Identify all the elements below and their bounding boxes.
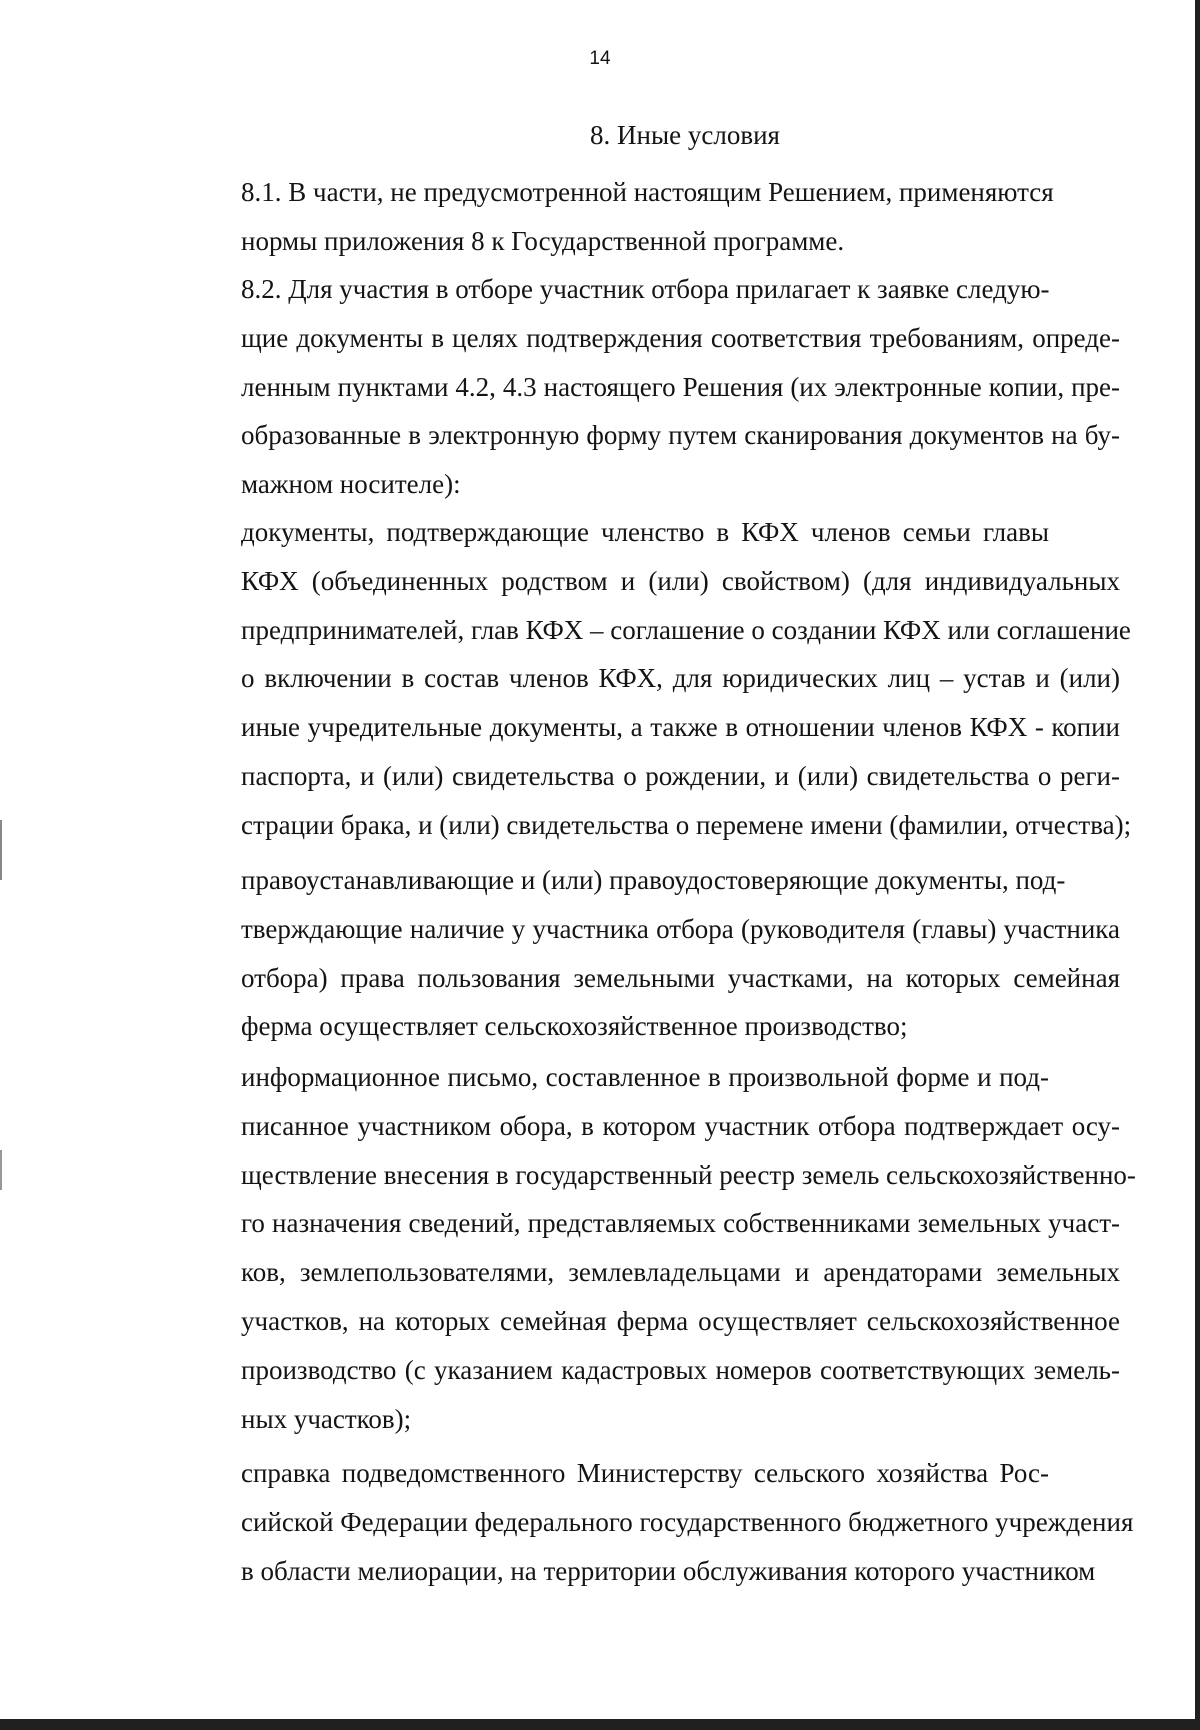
text-line: образованные в электронную форму путем сканирования документов на бу-	[241, 420, 1120, 451]
paragraph-8-2	[170, 265, 1120, 509]
text-line: ленным пунктами 4.2, 4.3 настоящего Решения (их электронные копии, пре-	[241, 371, 1120, 402]
text-line: участков, на которых семейная ферма осуществляет сельскохозяйственное	[241, 1305, 1120, 1336]
paragraph-8-1	[170, 168, 1120, 266]
scan-right-border	[1195, 0, 1200, 1730]
text-line: сийской Федерации федерального государственного бюджетного учреждения	[241, 1506, 1134, 1537]
text-line: мажном носителе):	[241, 469, 461, 500]
paragraph-land-rights	[170, 856, 1120, 1051]
scan-bottom-border	[0, 1719, 1200, 1730]
text-line: отбора) права пользования земельными участками, на которых семейная	[241, 962, 1120, 993]
paragraph-melioration	[170, 1449, 1134, 1595]
text-line: производство (с указанием кадастровых номеров соответствующих земель-	[241, 1354, 1120, 1385]
text-line: документы, подтверждающие членство в КФХ членов семьи главы	[241, 517, 1049, 547]
text-line: го назначения сведений, представляемых собственниками земельных участ-	[241, 1208, 1120, 1239]
text-line: предпринимателей, глав КФХ – соглашение о создании КФХ или соглашение	[241, 614, 1131, 645]
paragraph-info-letter	[170, 1053, 1136, 1443]
text-line: КФХ (объединенных родством и (или) свойством) (для индивидуальных	[241, 565, 1120, 596]
text-line: в области мелиорации, на территории обслуживания которого участником	[241, 1555, 1096, 1586]
text-line: тверждающие наличие у участника отбора (руководителя (главы) участника	[241, 913, 1120, 944]
text-line: паспорта, и (или) свидетельства о рождении, и (или) свидетельства о реги-	[241, 760, 1120, 791]
text-line: ществление внесения в государственный реестр земель сельскохозяйственно-	[241, 1159, 1136, 1190]
text-line: нормы приложения 8 к Государственной программе.	[241, 225, 845, 256]
page-number: 14	[589, 48, 611, 69]
text-line: писанное участником обора, в котором участник отбора подтверждает осу-	[241, 1110, 1120, 1141]
text-line: иные учредительные документы, а также в отношении членов КФХ - копии	[241, 712, 1120, 743]
scan-left-mark-2	[0, 1150, 2, 1190]
text-line: 8.2. Для участия в отборе участник отбора прилагает к заявке следую-	[241, 274, 1050, 304]
text-line: информационное письмо, составленное в произвольной форме и под-	[241, 1062, 1049, 1092]
paragraph-kfh-documents	[170, 508, 1132, 850]
text-line: ных участков);	[241, 1403, 412, 1434]
text-line: страции брака, и (или) свидетельства о перемене имени (фамилии, отчества);	[241, 809, 1132, 840]
text-line: справка подведомственного Министерству сельского хозяйства Рос-	[241, 1458, 1049, 1488]
text-line: правоустанавливающие и (или) правоудостоверяющие документы, под-	[241, 865, 1066, 895]
text-line: ков, землепользователями, землевладельцами и арендаторами земельных	[241, 1257, 1120, 1288]
text-line: о включении в состав членов КФХ, для юридических лиц – устав и (или)	[241, 663, 1120, 694]
scan-left-mark	[0, 820, 2, 880]
text-line: ферма осуществляет сельскохозяйственное производство;	[241, 1011, 908, 1042]
text-line: 8.1. В части, не предусмотренной настоящим Решением, применяются	[241, 177, 1054, 207]
section-title: 8. Иные условия	[590, 120, 780, 150]
text-line: щие документы в целях подтверждения соответствия требованиям, опреде-	[241, 322, 1120, 353]
